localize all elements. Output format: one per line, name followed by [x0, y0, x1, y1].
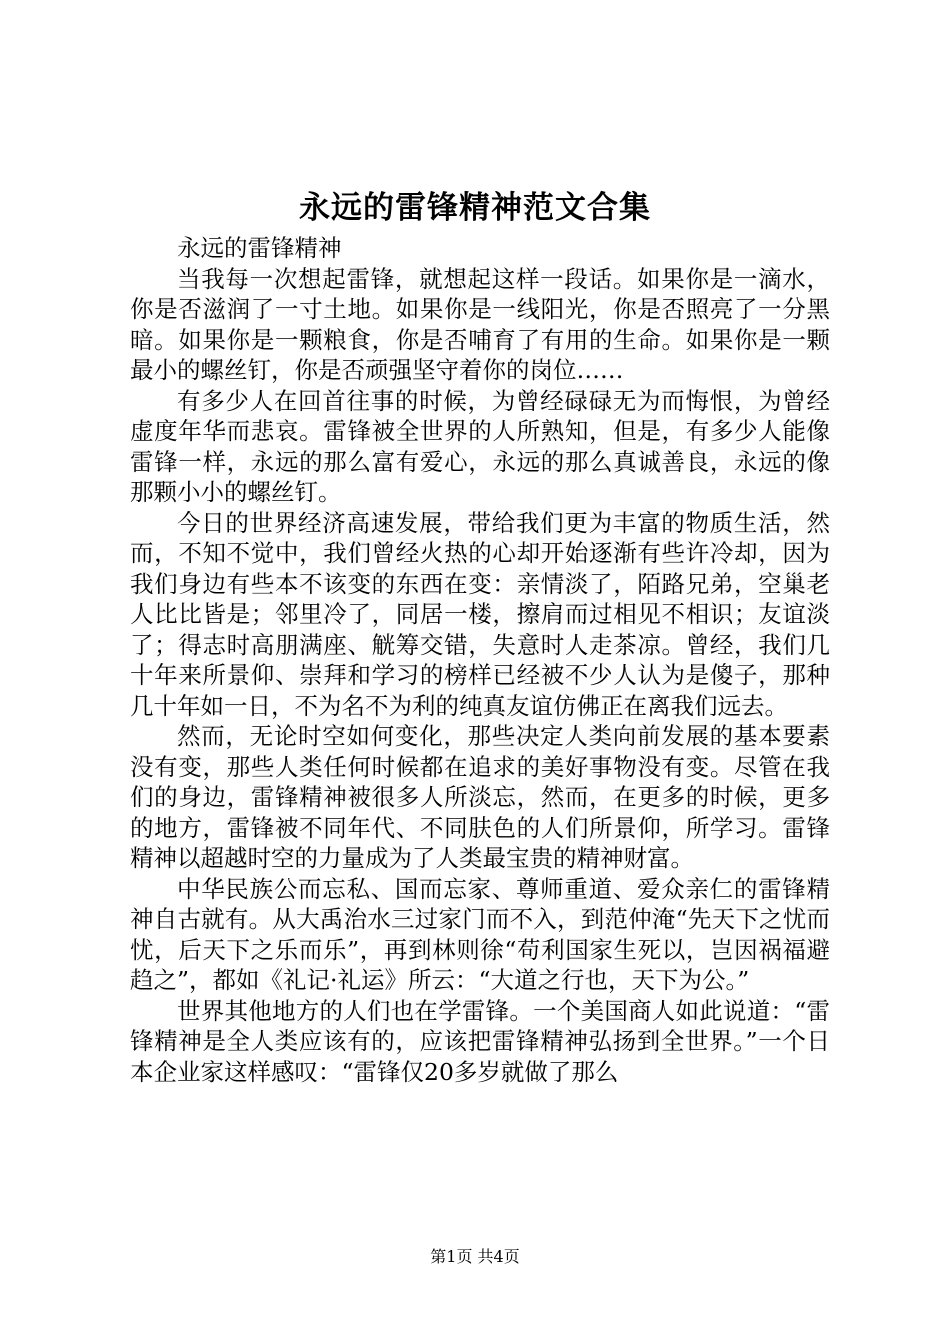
paragraph-3: 今日的世界经济高速发展，带给我们更为丰富的物质生活，然而，不知不觉中，我们曾经火热的心却开始逐渐有些许冷却，因为我们身边有些本不该变的东西在变：亲情淡了，陌路兄弟，空巢老人比比皆是；邻里冷了，同居一楼，擦肩而过相见不相识；友谊淡了；得志时高朋满座、觥筹交错，失意时人走茶凉。曾经，我们几十年来所景仰、崇拜和学习的榜样已经被不少人认为是傻子，那种几十年如一日，不为名不为利的纯真友谊仿佛正在离我们远去。	[130, 508, 830, 720]
page-number-footer: 第1页 共4页	[430, 1247, 520, 1266]
document-body	[130, 233, 830, 1087]
paragraph-4: 然而，无论时空如何变化，那些决定人类向前发展的基本要素没有变，那些人类任何时候都在追求的美好事物没有变。尽管在我们的身边，雷锋精神被很多人所淡忘，然而，在更多的时候，更多的地方，雷锋被不同年代、不同肤色的人们所景仰，所学习。雷锋精神以超越时空的力量成为了人类最宝贵的精神财富。	[130, 722, 830, 872]
paragraph-6: 世界其他地方的人们也在学雷锋。一个美国商人如此说道：“雷锋精神是全人类应该有的，应该把雷锋精神弘扬到全世界。”一个日本企业家这样感叹：“雷锋仅20多岁就做了那么	[130, 996, 830, 1086]
section-heading: 永远的雷锋精神	[177, 234, 342, 262]
paragraph-1: 当我每一次想起雷锋，就想起这样一段话。如果你是一滴水，你是否滋润了一寸土地。如果你是一线阳光，你是否照亮了一分黑暗。如果你是一颗粮食，你是否哺育了有用的生命。如果你是一颗最小的螺丝钉，你是否顽强坚守着你的岗位……	[130, 264, 830, 384]
document-title: 永远的雷锋精神范文合集	[299, 190, 651, 226]
paragraph-5: 中华民族公而忘私、国而忘家、尊师重道、爱众亲仁的雷锋精神自古就有。从大禹治水三过家门而不入，到范仲淹“先天下之忧而忧，后天下之乐而乐”，再到林则徐“苟利国家生死以，岂因祸福避趋之”，都如《礼记·礼运》所云：“大道之行也，天下为公。”	[130, 874, 830, 994]
paragraph-2: 有多少人在回首往事的时候，为曾经碌碌无为而悔恨，为曾经虚度年华而悲哀。雷锋被全世界的人所熟知，但是，有多少人能像雷锋一样，永远的那么富有爱心，永远的那么真诚善良，永远的像那颗小小的螺丝钉。	[130, 386, 830, 506]
